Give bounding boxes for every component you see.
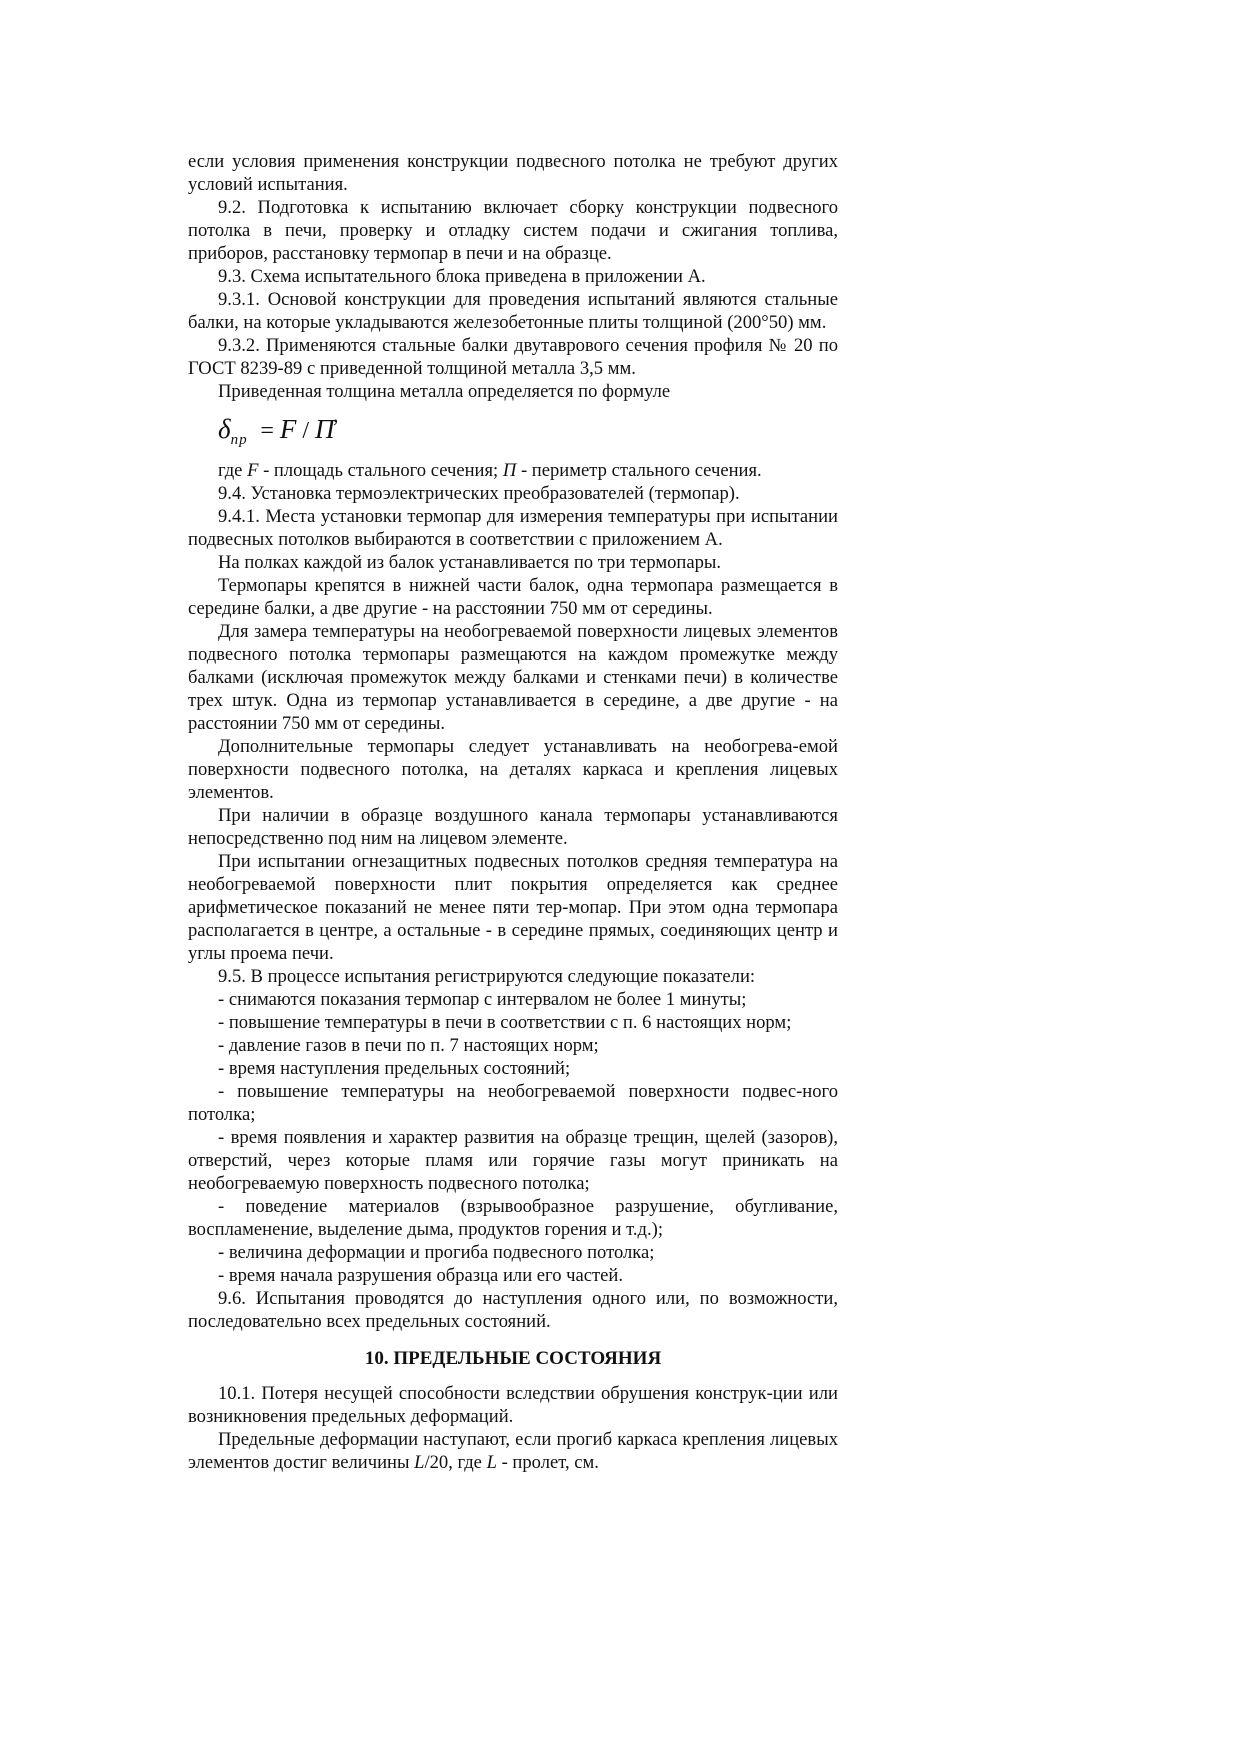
paragraph: При наличии в образце воздушного канала термопары устанавливаются непосредственно под ним на лицевом элементе. xyxy=(188,805,838,849)
paragraph: Для замера температуры на необогреваемой поверхности лицевых элементов подвесного потолка термопары размещаются на каждом промежутке между балками (исключая промежуток между балками и стенками печи) в количестве трех штук. Одна из термопар устанавливается в середине, а две другие - на расстоянии 750 мм от середины. xyxy=(188,621,838,734)
formula-equals: = xyxy=(260,418,274,444)
paragraph: Приведенная толщина металла определяется по формуле xyxy=(218,381,671,402)
list-item: - снимаются показания термопар с интервалом не более 1 минуты; xyxy=(218,989,747,1010)
text-span: - площадь стального сечения; xyxy=(258,460,503,481)
variable-F: F xyxy=(247,460,259,481)
list-item: - время появления и характер развития на образце трещин, щелей (зазоров), отверстий, через которые пламя или горячие газы могут приникать на необогреваемую поверхность подвесного потолка; xyxy=(188,1127,838,1194)
paragraph: 9.3.1. Основой конструкции для проведения испытаний являются стальные балки, на которые укладываются железобетонные плиты толщиной (200°50) мм. xyxy=(188,289,838,333)
formula-expression xyxy=(218,413,335,456)
list-item: - повышение температуры на необогреваемой поверхности подвес-ного потолка; xyxy=(188,1081,838,1125)
variable-P: П xyxy=(502,460,517,481)
paragraph xyxy=(188,1428,838,1474)
paragraph: При испытании огнезащитных подвесных потолков средняя температура на необогреваемой поверхности плит покрытия определяется как среднее арифметическое показаний не менее пяти тер-мопар. При этом одна термопара располагается в центре, а остальные - в середине прямых, соединяющих центр и углы проема печи. xyxy=(188,851,838,964)
paragraph: если условия применения конструкции подвесного потолка не требуют других условий испытания. xyxy=(188,151,838,195)
paragraph: 9.3. Схема испытательного блока приведена в приложении А. xyxy=(218,266,706,287)
text-span: где xyxy=(218,460,248,481)
text-span: Предельные деформации наступают, если прогиб каркаса крепления лицевых элементов достиг величины xyxy=(188,1429,838,1473)
paragraph: 9.4.1. Места установки термопар для измерения температуры при испытании подвесных потолков выбираются в соответствии с приложением А. xyxy=(188,506,838,550)
paragraph: 9.3.2. Применяются стальные балки двутаврового сечения профиля № 20 по ГОСТ 8239-89 с приведенной толщиной металла 3,5 мм. xyxy=(188,335,838,379)
paragraph: 10.1. Потеря несущей способности вследствии обрушения конструк-ции или возникновения предельных деформаций. xyxy=(188,1383,838,1427)
formula-delta: δ xyxy=(218,414,231,444)
text-span: - пролет, см. xyxy=(496,1452,599,1473)
paragraph: На полках каждой из балок устанавливается по три термопары. xyxy=(218,552,722,573)
document-page xyxy=(188,150,838,1474)
paragraph: Термопары крепятся в нижней части балок, одна термопара размещается в середине балки, а две другие - на расстоянии 750 мм от середины. xyxy=(188,575,838,619)
text-span: - периметр стального сечения. xyxy=(516,460,762,481)
list-item: - время начала разрушения образца или его частей. xyxy=(218,1265,623,1286)
paragraph: 9.6. Испытания проводятся до наступления одного или, по возможности, последовательно всех предельных состояний. xyxy=(188,1288,838,1332)
list-item: - поведение материалов (взрывообразное разрушение, обугливание, воспламенение, выделение дыма, продуктов горения и т.д.); xyxy=(188,1196,838,1240)
formula-explanation xyxy=(188,459,838,482)
formula xyxy=(188,402,838,459)
paragraph: 9.2. Подготовка к испытанию включает сборку конструкции подвесного потолка в печи, проверку и отладку систем подачи и сжигания топлива, приборов, расстановку термопар в печи и на образце. xyxy=(188,197,838,264)
formula-subscript: пр xyxy=(230,432,248,448)
section-heading: 10. ПРЕДЕЛЬНЫЕ СОСТОЯНИЯ xyxy=(364,1348,662,1369)
variable-L: L xyxy=(486,1452,497,1473)
formula-F: F xyxy=(279,414,297,444)
list-item: - время наступления предельных состояний; xyxy=(218,1058,571,1079)
formula-P: П xyxy=(315,414,335,444)
list-item: - величина деформации и прогиба подвесного потолка; xyxy=(218,1242,655,1263)
formula-slash: / xyxy=(302,418,310,444)
paragraph: 9.4. Установка термоэлектрических преобразователей (термопар). xyxy=(218,483,740,504)
list-item: - повышение температуры в печи в соответствии с п. 6 настоящих норм; xyxy=(218,1012,792,1033)
formula-comma: , xyxy=(333,402,339,427)
variable-L: L xyxy=(414,1452,425,1473)
list-item: - давление газов в печи по п. 7 настоящих норм; xyxy=(218,1035,599,1056)
paragraph: Дополнительные термопары следует устанавливать на необогрева-емой поверхности подвесного потолка, на деталях каркаса и крепления лицевых элементов. xyxy=(188,736,838,803)
paragraph: 9.5. В процессе испытания регистрируются следующие показатели: xyxy=(218,966,756,987)
text-span: /20, где xyxy=(424,1452,487,1473)
